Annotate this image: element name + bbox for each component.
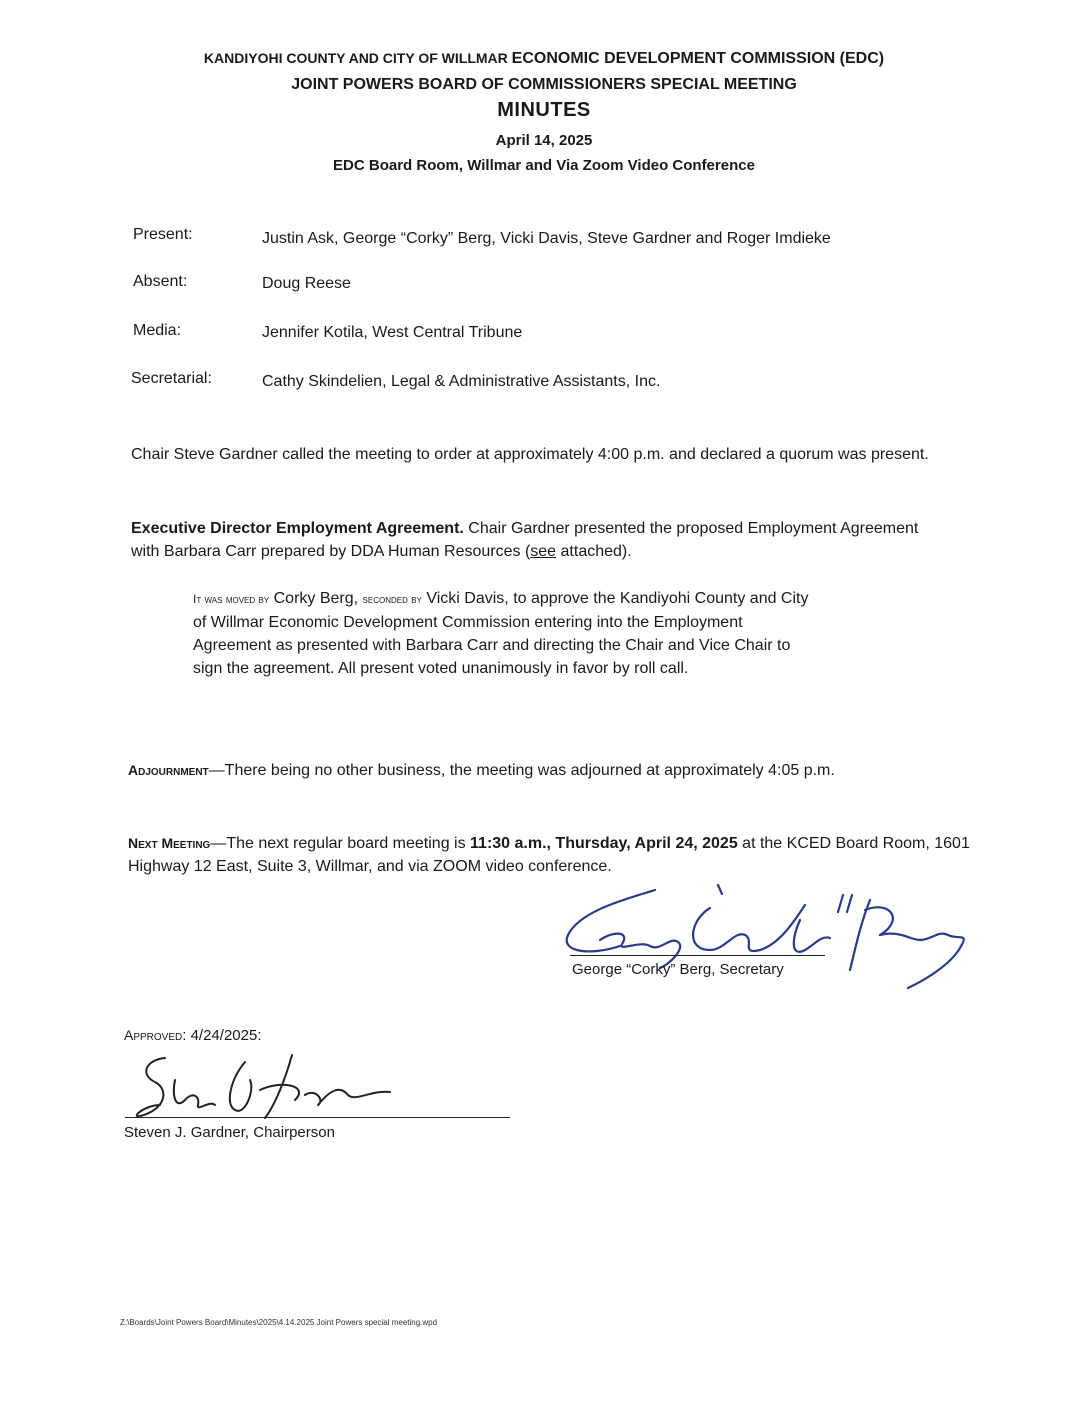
adjournment-text: —There being no other business, the meeting was adjourned at approximately 4:05 p.m. bbox=[208, 762, 835, 779]
call-to-order-paragraph: Chair Steve Gardner called the meeting to order at approximately 4:00 p.m. and declared a quorum was present. bbox=[131, 446, 929, 463]
next-meeting-datetime: 11:30 a.m., Thursday, April 24, 2025 bbox=[470, 835, 738, 852]
board-header: JOINT POWERS BOARD OF COMMISSIONERS SPECIAL MEETING bbox=[291, 76, 797, 93]
media-label: Media: bbox=[133, 322, 182, 339]
adjournment-paragraph bbox=[128, 759, 1028, 782]
absent-label: Absent: bbox=[133, 273, 188, 290]
media-value: Jennifer Kotila, West Central Tribune bbox=[262, 324, 523, 341]
org-header-large: ECONOMIC DEVELOPMENT COMMISSION (EDC) bbox=[511, 50, 885, 67]
agreement-text-end: attached). bbox=[556, 543, 632, 560]
mover-name: Corky Berg, bbox=[273, 590, 359, 607]
seconded-label: seconded by bbox=[362, 592, 422, 606]
secretarial-label: Secretarial: bbox=[131, 370, 212, 387]
meeting-location: EDC Board Room, Willmar and Via Zoom Video Conference bbox=[333, 157, 755, 174]
agreement-heading: Executive Director Employment Agreement. bbox=[131, 520, 464, 537]
secretarial-value: Cathy Skindelien, Legal & Administrative Assistants, Inc. bbox=[262, 373, 661, 390]
present-label: Present: bbox=[133, 226, 193, 243]
approval-line bbox=[124, 1024, 261, 1047]
file-path-footer: Z:\Boards\Joint Powers Board\Minutes\2025\4.14.2025 Joint Powers special meeting.wpd bbox=[120, 1318, 438, 1327]
moved-label: It was moved by bbox=[193, 592, 270, 606]
meeting-date: April 14, 2025 bbox=[495, 132, 593, 149]
see-reference: see bbox=[530, 543, 557, 560]
motion-paragraph bbox=[193, 587, 823, 680]
absent-value: Doug Reese bbox=[262, 275, 351, 292]
next-meeting-text: —The next regular board meeting is bbox=[210, 835, 471, 852]
chairperson-signature-line bbox=[125, 1117, 510, 1118]
org-header-line1 bbox=[0, 50, 1088, 68]
chairperson-signature bbox=[120, 1050, 400, 1125]
present-value: Justin Ask, George “Corky” Berg, Vicki Davis, Steve Gardner and Roger Imdieke bbox=[262, 230, 831, 247]
page-title: MINUTES bbox=[497, 99, 591, 121]
secretary-signature-line bbox=[570, 955, 825, 956]
motion-text: to approve the Kandiyohi County and City of Willmar Economic Development Commission entering into the Employment Agreement as presented with Barbara Carr and directing the Chair and Vice Chair to sign the agreement. All present voted unanimously in favor by roll call. bbox=[193, 590, 809, 677]
agreement-paragraph bbox=[131, 517, 931, 563]
chairperson-name: Steven J. Gardner, Chairperson bbox=[124, 1124, 335, 1141]
approval-date: : 4/24/2025: bbox=[182, 1027, 262, 1044]
next-meeting-paragraph bbox=[128, 832, 988, 878]
org-header-small: KANDIYOHI COUNTY AND CITY OF WILLMAR bbox=[203, 50, 508, 66]
seconder-name: Vicki Davis, bbox=[426, 590, 509, 607]
agreement-text: Chair Gardner presented the proposed Employment Agreement with Barbara Carr prepared by DDA Human Resources ( bbox=[131, 520, 919, 560]
next-meeting-label: Next Meeting bbox=[128, 835, 211, 851]
next-meeting-location: at the KCED Board Room, 1601 Highway 12 East, Suite 3, Willmar, and via ZOOM video conference. bbox=[128, 835, 970, 875]
approval-label: Approved bbox=[124, 1027, 183, 1043]
adjournment-label: Adjournment bbox=[128, 762, 209, 778]
secretary-name: George “Corky” Berg, Secretary bbox=[572, 961, 784, 978]
